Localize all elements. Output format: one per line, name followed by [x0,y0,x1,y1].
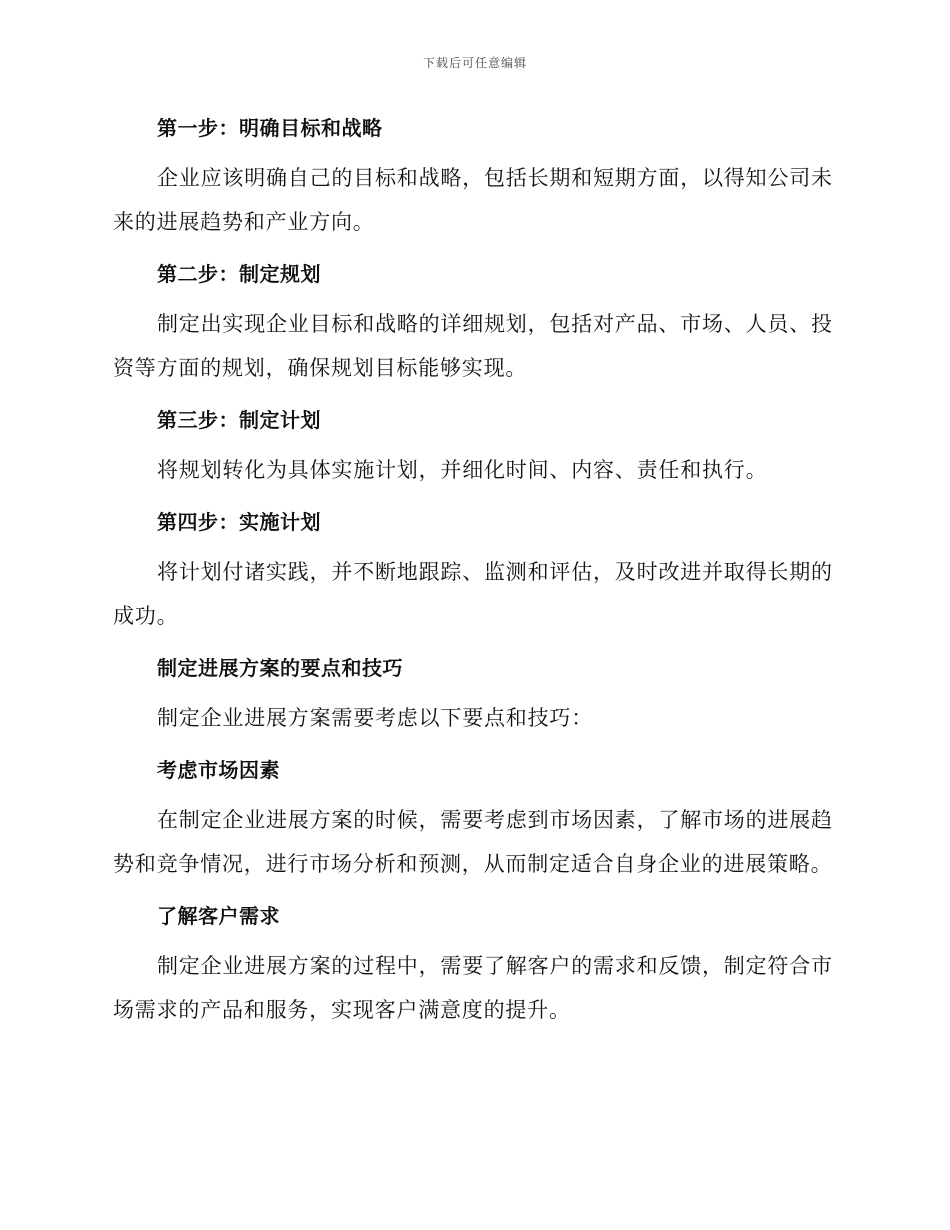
section-heading: 了解客户需求 [157,904,280,928]
section-paragraph: 企业应该明确自己的目标和战略，包括长期和短期方面，以得知公司未来的进展趋势和产业方向。 [113,166,833,234]
section-heading: 第三步：制定计划 [157,408,321,432]
section-paragraph: 制定企业进展方案需要考虑以下要点和技巧： [157,706,593,730]
section-paragraph: 将计划付诸实践，并不断地跟踪、监测和评估，及时改进并取得长期的成功。 [113,560,833,628]
section-heading: 第一步：明确目标和战略 [157,116,383,140]
section-heading: 第四步：实施计划 [157,510,321,534]
document-body [113,112,833,1032]
section-paragraph: 制定企业进展方案的过程中，需要了解客户的需求和反馈，制定符合市场需求的产品和服务，实现客户满意度的提升。 [113,954,833,1022]
page-header: 下载后可任意编辑 [422,56,527,70]
section-heading: 制定进展方案的要点和技巧 [157,656,403,680]
section-paragraph: 在制定企业进展方案的时候，需要考虑到市场因素，了解市场的进展趋势和竞争情况，进行市场分析和预测，从而制定适合自身企业的进展策略。 [113,808,833,876]
section-paragraph: 将规划转化为具体实施计划，并细化时间、内容、责任和执行。 [157,458,768,482]
section-paragraph: 制定出实现企业目标和战略的详细规划，包括对产品、市场、人员、投资等方面的规划，确保规划目标能够实现。 [113,312,833,380]
section-heading: 第二步：制定规划 [157,262,321,286]
section-heading: 考虑市场因素 [157,758,280,782]
